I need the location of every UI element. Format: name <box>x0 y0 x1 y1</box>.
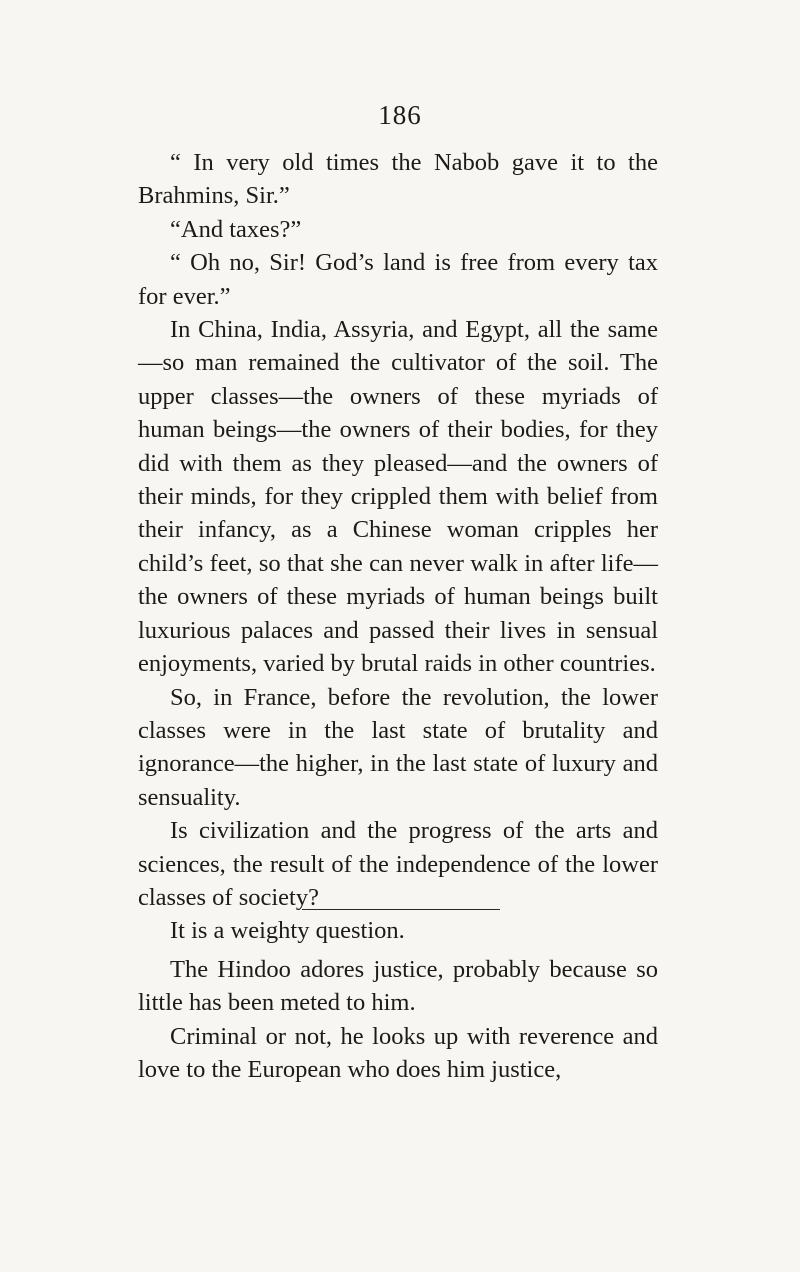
text-section-1 <box>138 146 658 948</box>
paragraph: “ In very old times the Nabob gave it to the Brahmins, Sir.” <box>138 149 658 210</box>
text-section-2 <box>138 953 658 1087</box>
paragraph: “ Oh no, Sir! God’s land is free from every tax for ever.” <box>138 249 658 310</box>
paragraph: So, in France, before the revolution, the lower classes were in the last state of brutality and ignorance—the higher, in the last state of luxury and sensuality. <box>138 683 658 811</box>
paragraph: It is a weighty question. <box>170 917 405 945</box>
page-number: 186 <box>378 100 422 130</box>
paragraph: Is civilization and the progress of the arts and sciences, the result of the independence of the lower classes of society? <box>138 817 658 911</box>
paragraph: In China, India, Assyria, and Egypt, all the same—so man remained the cultivator of the soil. The upper classes—the owners of these myriads of human beings—the owners of their bodies, for they did with them as they pleased—and the owners of their minds, for they crippled them with belief from their infancy, as a Chinese woman cripples her child’s feet, so that she can never walk in after life—the owners of these myriads of human beings built luxurious palaces and passed their lives in sensual enjoyments, varied by brutal raids in other countries. <box>138 316 658 678</box>
section-divider <box>302 909 500 910</box>
paragraph: “And taxes?” <box>170 215 302 243</box>
paragraph: Criminal or not, he looks up with reverence and love to the European who does him justice, <box>138 1022 658 1084</box>
paragraph: The Hindoo adores justice, probably because so little has been meted to him. <box>138 956 658 1017</box>
